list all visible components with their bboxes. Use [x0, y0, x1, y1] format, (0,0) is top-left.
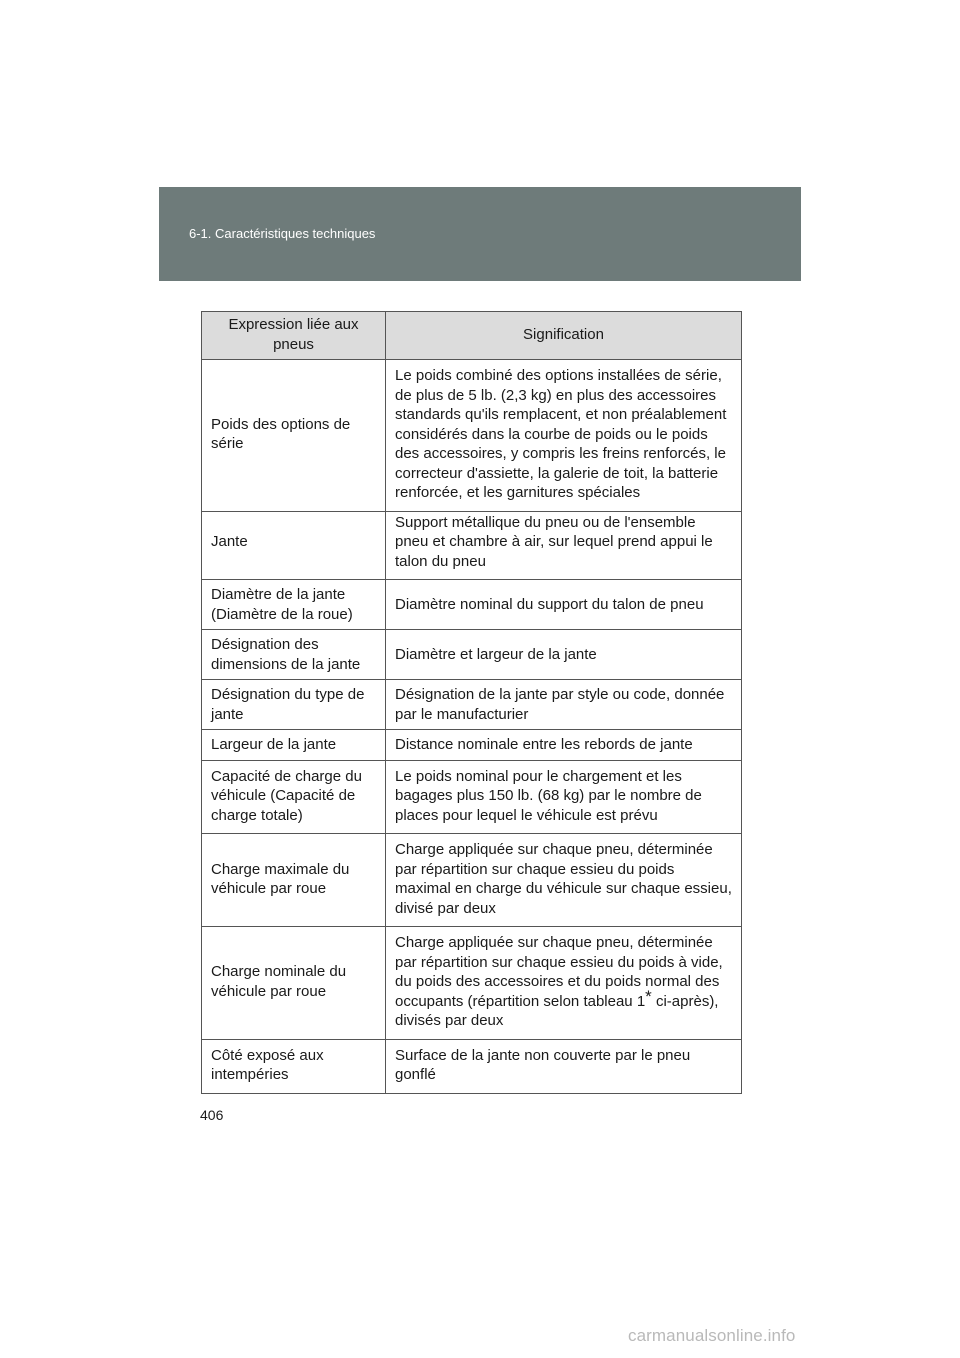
term-cell: Charge maximale du véhicule par roue — [202, 834, 386, 927]
column-header-meaning: Signification — [386, 312, 742, 360]
table-row — [202, 1039, 742, 1093]
meaning-cell: Distance nominale entre les rebords de jante — [386, 730, 742, 761]
column-header-term: Expression liée aux pneus — [202, 312, 386, 360]
table-row — [202, 580, 742, 630]
table-header-row — [202, 312, 742, 360]
table-row — [202, 630, 742, 680]
term-cell: Côté exposé aux intempéries — [202, 1039, 386, 1093]
term-cell: Largeur de la jante — [202, 730, 386, 761]
meaning-cell: Le poids combiné des options installées de série, de plus de 5 lb. (2,3 kg) en plus des accessoires standards qu'ils remplacent, et non préalablement considérés dans la courbe de poids ou le poids des accessoires, y compris les freins renforcés, le correcteur d'assiette, la galerie de toit, la batterie renforcée, et les garnitures spéciales — [386, 360, 742, 512]
table-row — [202, 511, 742, 580]
term-cell: Poids des options de série — [202, 360, 386, 512]
meaning-cell: Diamètre nominal du support du talon de pneu — [386, 580, 742, 630]
meaning-cell: Désignation de la jante par style ou code, donnée par le manufacturier — [386, 680, 742, 730]
meaning-cell: Le poids nominal pour le chargement et les bagages plus 150 lb. (68 kg) par le nombre de places pour lequel le véhicule est prévu — [386, 760, 742, 834]
tire-terms-table — [201, 311, 742, 1094]
table-row — [202, 760, 742, 834]
meaning-cell — [386, 927, 742, 1040]
table-row — [202, 360, 742, 512]
term-cell: Diamètre de la jante (Diamètre de la roue) — [202, 580, 386, 630]
watermark-text: carmanualsonline.info — [628, 1326, 796, 1345]
term-cell: Désignation du type de jante — [202, 680, 386, 730]
term-cell: Jante — [202, 511, 386, 580]
table-row — [202, 834, 742, 927]
section-title: 6-1. Caractéristiques techniques — [189, 226, 376, 241]
meaning-cell: Diamètre et largeur de la jante — [386, 630, 742, 680]
table-row — [202, 927, 742, 1040]
meaning-cell: Charge appliquée sur chaque pneu, déterminée par répartition sur chaque essieu du poids maximal en charge du véhicule sur chaque essieu, divisé par deux — [386, 834, 742, 927]
meaning-text-before: Charge appliquée sur chaque pneu, déterminée par répartition sur chaque essieu du poids à vide, du poids des accessoires et du poids normal des occupants (répartition selon tableau 1 — [395, 934, 723, 1010]
meaning-cell: Support métallique du pneu ou de l'ensemble pneu et chambre à air, sur lequel prend appui le talon du pneu — [386, 511, 742, 580]
meaning-cell: Surface de la jante non couverte par le pneu gonflé — [386, 1039, 742, 1093]
term-cell: Charge nominale du véhicule par roue — [202, 927, 386, 1040]
page-number: 406 — [200, 1107, 224, 1123]
meaning-text-after: ci-après), divisés par deux — [395, 992, 719, 1029]
table-row — [202, 730, 742, 761]
term-cell: Capacité de charge du véhicule (Capacité de charge totale) — [202, 760, 386, 834]
section-header-band — [159, 187, 801, 281]
table-row — [202, 680, 742, 730]
footnote-asterisk: * — [645, 986, 652, 1006]
term-cell: Désignation des dimensions de la jante — [202, 630, 386, 680]
